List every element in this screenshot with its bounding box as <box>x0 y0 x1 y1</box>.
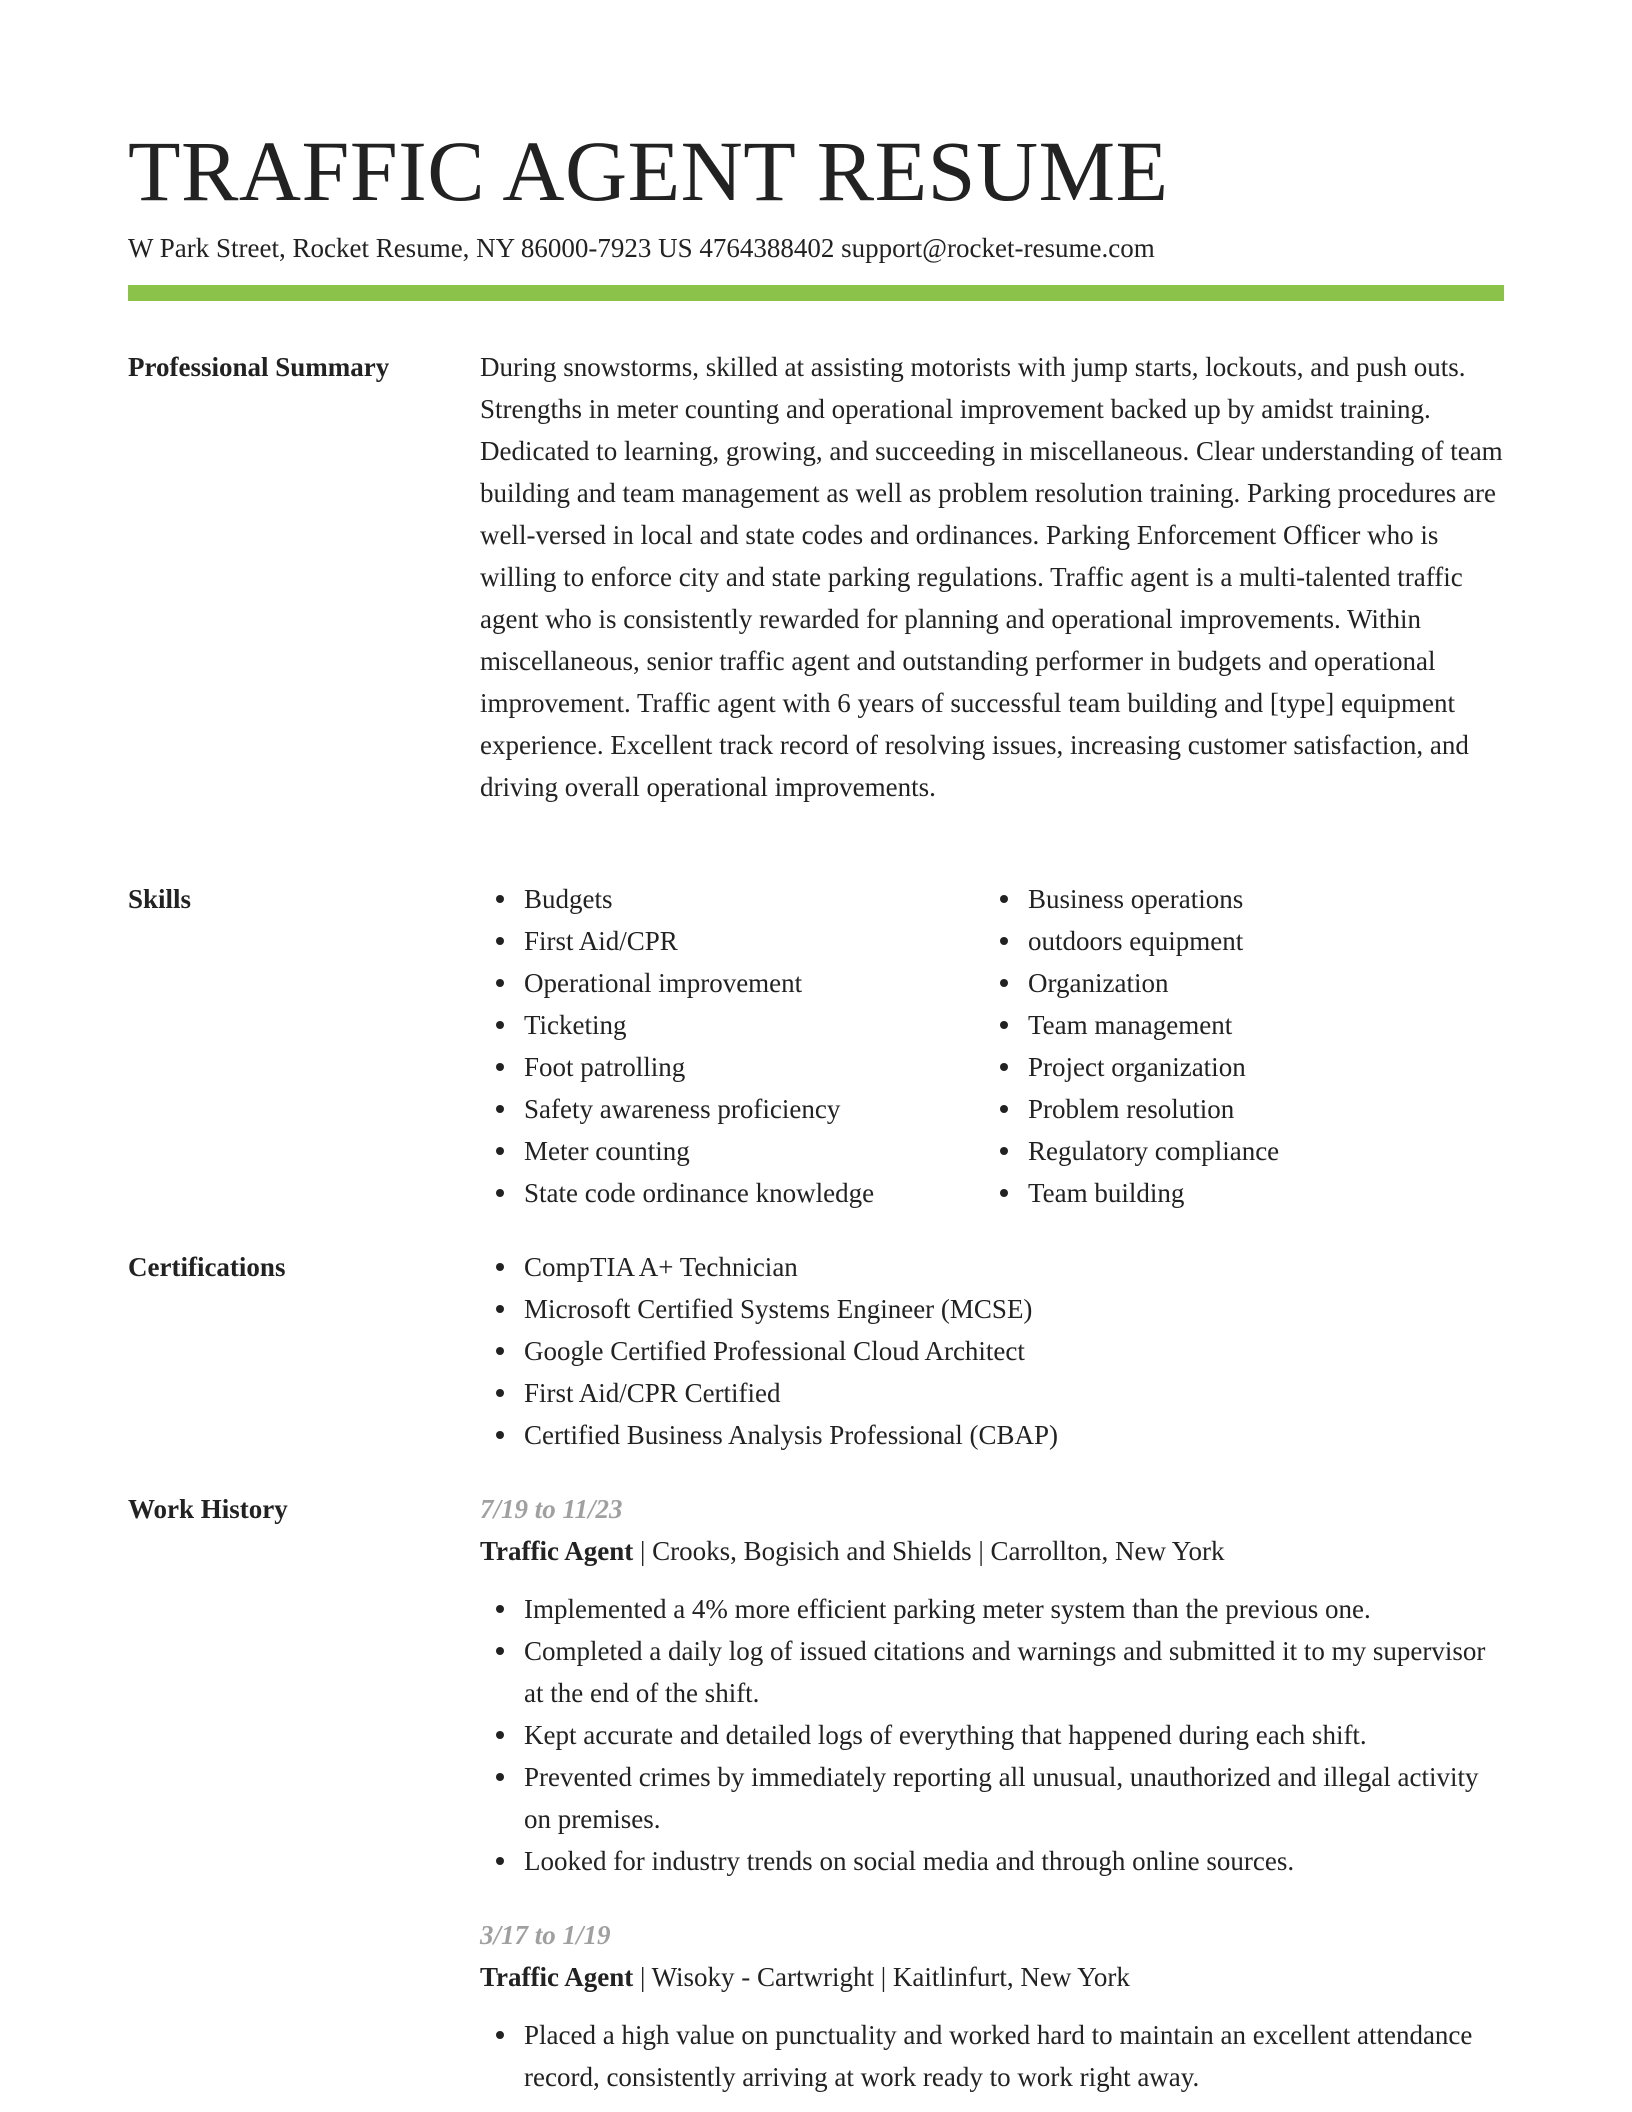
list-item: First Aid/CPR Certified <box>524 1372 1504 1414</box>
skills-list-left <box>480 878 984 1214</box>
list-item: Implemented a 4% more efficient parking meter system than the previous one. <box>524 1588 1504 1630</box>
skills-list-right <box>984 878 1488 1214</box>
certifications-body <box>480 1246 1504 1456</box>
list-item: Kept accurate and detailed logs of everything that happened during each shift. <box>524 1714 1504 1756</box>
list-item: Completed a daily log of issued citations and warnings and submitted it to my supervisor at the end of the shift. <box>524 1630 1504 1714</box>
job-entry <box>480 1488 1504 1882</box>
list-item: Operational improvement <box>524 962 984 1004</box>
list-item: Looked for industry trends on social media and through online sources. <box>524 1840 1504 1882</box>
summary-text: During snowstorms, skilled at assisting motorists with jump starts, lockouts, and push outs. Strengths in meter counting and operational improvement backed up by amidst training. Dedicated to learning, growing, and succeeding in miscellaneous. Clear understanding of team building and team management as well as problem resolution training. Parking procedures are well-versed in local and state codes and ordinances. Parking Enforcement Officer who is willing to enforce city and state parking regulations. Traffic agent is a multi-talented traffic agent who is consistently rewarded for planning and operational improvements. Within miscellaneous, senior traffic agent and outstanding performer in budgets and operational improvement. Traffic agent with 6 years of successful team building and [type] equipment experience. Excellent track record of resolving issues, increasing customer satisfaction, and driving overall operational improvements. <box>480 352 1503 802</box>
job-bullets <box>480 2014 1504 2098</box>
list-item: Project organization <box>1028 1046 1488 1088</box>
list-item: Microsoft Certified Systems Engineer (MCSE) <box>524 1288 1504 1330</box>
list-item: Budgets <box>524 878 984 920</box>
certifications-list <box>480 1246 1504 1456</box>
job-title: Traffic Agent <box>480 1962 634 1992</box>
section-label-certifications: Certifications <box>128 1252 286 1282</box>
list-item: Team management <box>1028 1004 1488 1046</box>
job-title: Traffic Agent <box>480 1536 634 1566</box>
job-details: | Crooks, Bogisich and Shields | Carrollton, New York <box>633 1536 1225 1566</box>
contact-line: W Park Street, Rocket Resume, NY 86000-7923 US 4764388402 support@rocket-resume.com <box>128 233 1155 263</box>
job-dates: 3/17 to 1/19 <box>480 1920 611 1950</box>
job-heading <box>480 1530 1504 1572</box>
job-heading <box>480 1956 1504 1998</box>
list-item: Meter counting <box>524 1130 984 1172</box>
list-item: Organization <box>1028 962 1488 1004</box>
list-item: CompTIA A+ Technician <box>524 1246 1504 1288</box>
header-divider <box>128 285 1504 301</box>
job-details: | Wisoky - Cartwright | Kaitlinfurt, New York <box>633 1962 1130 1992</box>
list-item: Team building <box>1028 1172 1488 1214</box>
section-label-work-history: Work History <box>128 1494 288 1524</box>
list-item: Google Certified Professional Cloud Architect <box>524 1330 1504 1372</box>
list-item: Certified Business Analysis Professional (CBAP) <box>524 1414 1504 1456</box>
list-item: Prevented crimes by immediately reporting all unusual, unauthorized and illegal activity on premises. <box>524 1756 1504 1840</box>
list-item: Safety awareness proficiency <box>524 1088 984 1130</box>
list-item: Foot patrolling <box>524 1046 984 1088</box>
job-dates: 7/19 to 11/23 <box>480 1494 623 1524</box>
list-item: Business operations <box>1028 878 1488 920</box>
work-history-body <box>480 1488 1504 2098</box>
section-label-summary: Professional Summary <box>128 352 390 382</box>
list-item: Ticketing <box>524 1004 984 1046</box>
summary-body <box>480 346 1504 808</box>
list-item: State code ordinance knowledge <box>524 1172 984 1214</box>
list-item: outdoors equipment <box>1028 920 1488 962</box>
list-item: Regulatory compliance <box>1028 1130 1488 1172</box>
resume-header <box>128 116 1504 266</box>
list-item: Placed a high value on punctuality and worked hard to maintain an excellent attendance record, consistently arriving at work ready to work right away. <box>524 2014 1504 2098</box>
section-label-skills: Skills <box>128 884 192 914</box>
list-item: Problem resolution <box>1028 1088 1488 1130</box>
job-entry <box>480 1914 1504 2098</box>
skills-body <box>480 878 1504 1214</box>
list-item: First Aid/CPR <box>524 920 984 962</box>
job-bullets <box>480 1588 1504 1882</box>
page-title: TRAFFIC AGENT RESUME <box>128 123 1169 219</box>
